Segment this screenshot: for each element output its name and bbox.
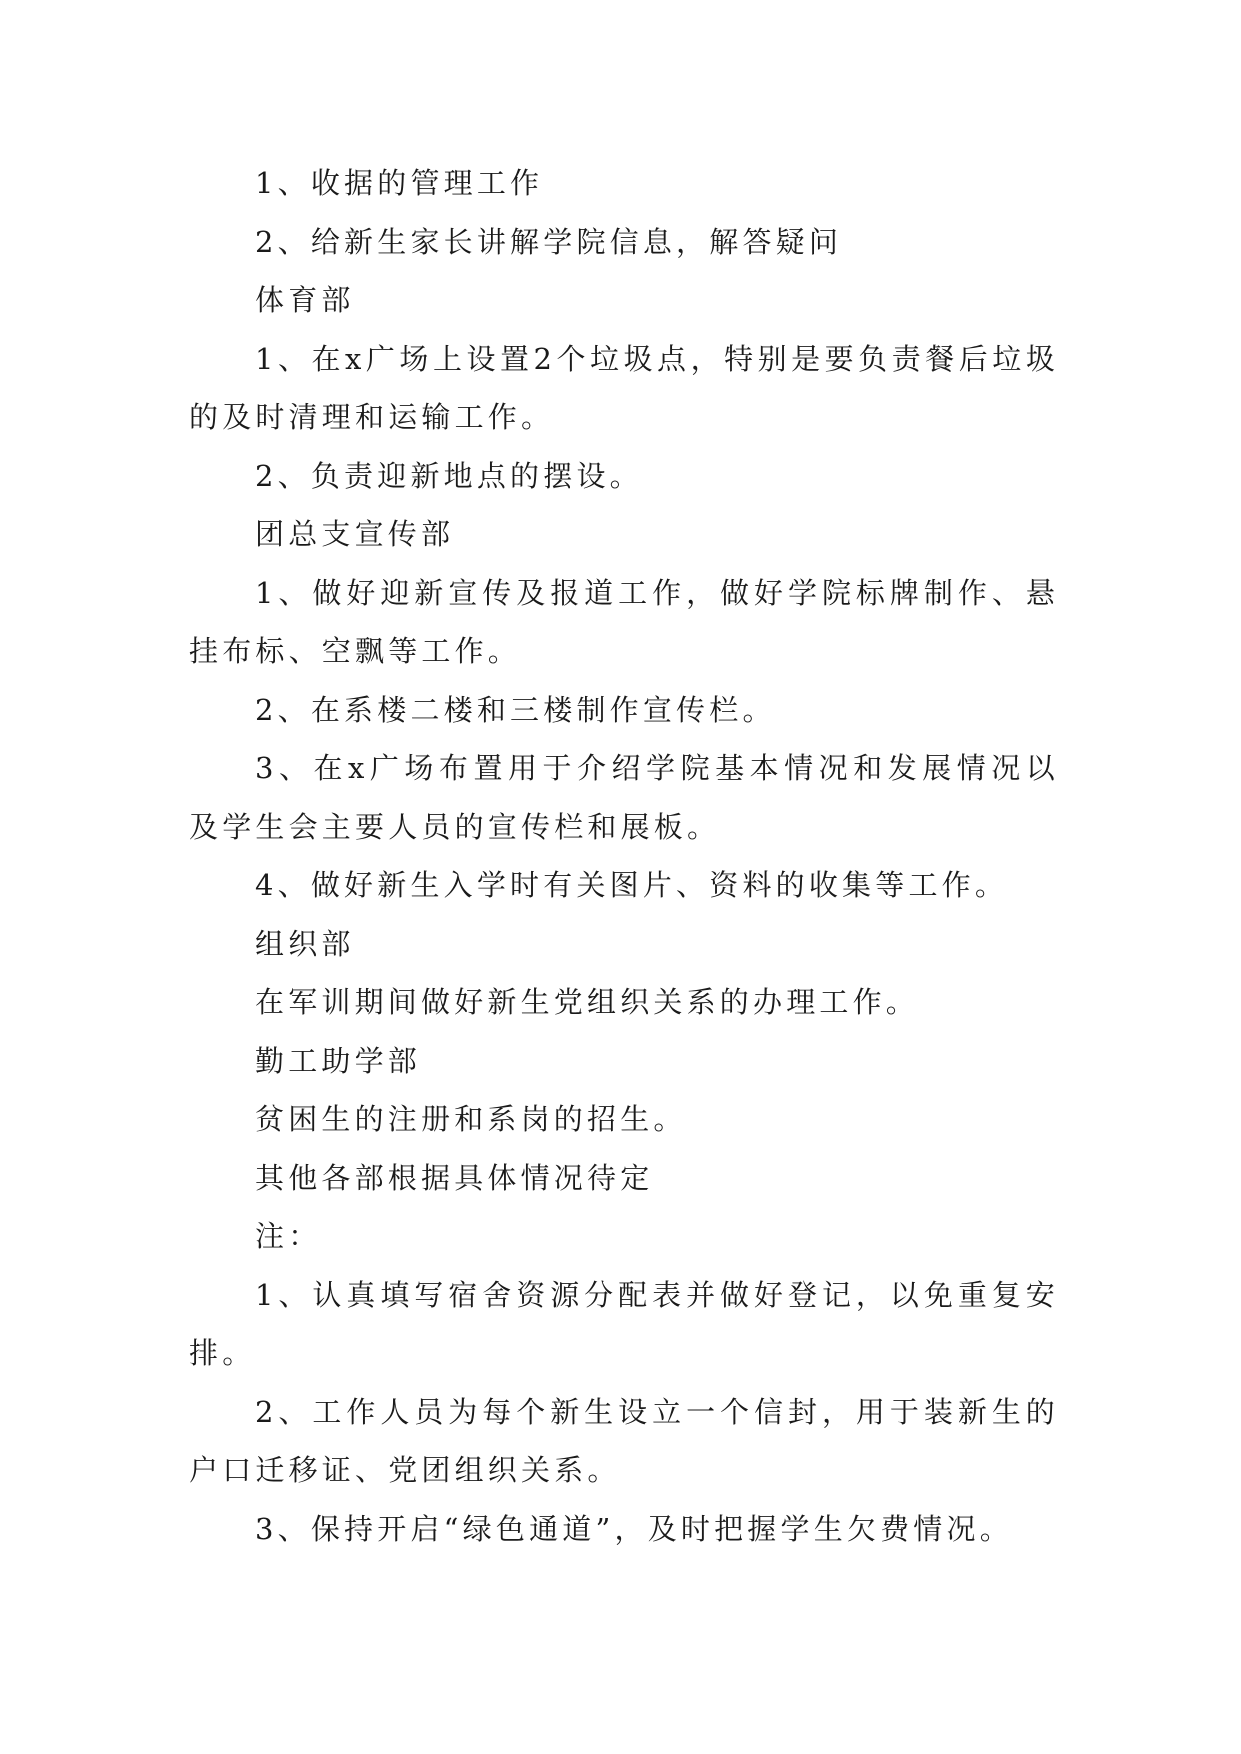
- section-heading: 勤工助学部: [255, 1043, 422, 1078]
- note-item: 3、保持开启“绿色通道”，及时把握学生欠费情况。: [255, 1511, 1013, 1546]
- paragraph: 1、做好迎新宣传及报道工作，做好学院标牌制作、悬挂布标、空飘等工作。: [189, 575, 1059, 668]
- note-item: 2、工作人员为每个新生设立一个信封，用于装新生的户口迁移证、党团组织关系。: [189, 1394, 1059, 1487]
- note-item: 1、认真填写宿舍资源分配表并做好登记，以免重复安排。: [189, 1277, 1059, 1370]
- document-body: [189, 154, 1059, 1558]
- paragraph: 2、在系楼二楼和三楼制作宣传栏。: [255, 692, 776, 727]
- notes-heading: 注：: [255, 1219, 322, 1253]
- paragraph: 1、在x广场上设置2个垃圾点，特别是要负责餐后垃圾的及时清理和运输工作。: [189, 341, 1059, 434]
- paragraph: 4、做好新生入学时有关图片、资料的收集等工作。: [255, 868, 1009, 902]
- paragraph: 2、给新生家长讲解学院信息，解答疑问: [255, 224, 843, 259]
- paragraph: 2、负责迎新地点的摆设。: [255, 458, 643, 493]
- paragraph: 在军训期间做好新生党组织关系的办理工作。: [255, 985, 920, 1019]
- paragraph: 3、在x广场布置用于介绍学院基本情况和发展情况以及学生会主要人员的宣传栏和展板。: [189, 751, 1059, 844]
- section-heading: 团总支宣传部: [255, 517, 455, 551]
- paragraph: 其他各部根据具体情况待定: [255, 1160, 654, 1195]
- paragraph: 1、收据的管理工作: [255, 166, 544, 200]
- section-heading: 体育部: [255, 283, 355, 317]
- paragraph: 贫困生的注册和系岗的招生。: [255, 1102, 687, 1136]
- section-heading: 组织部: [255, 926, 355, 961]
